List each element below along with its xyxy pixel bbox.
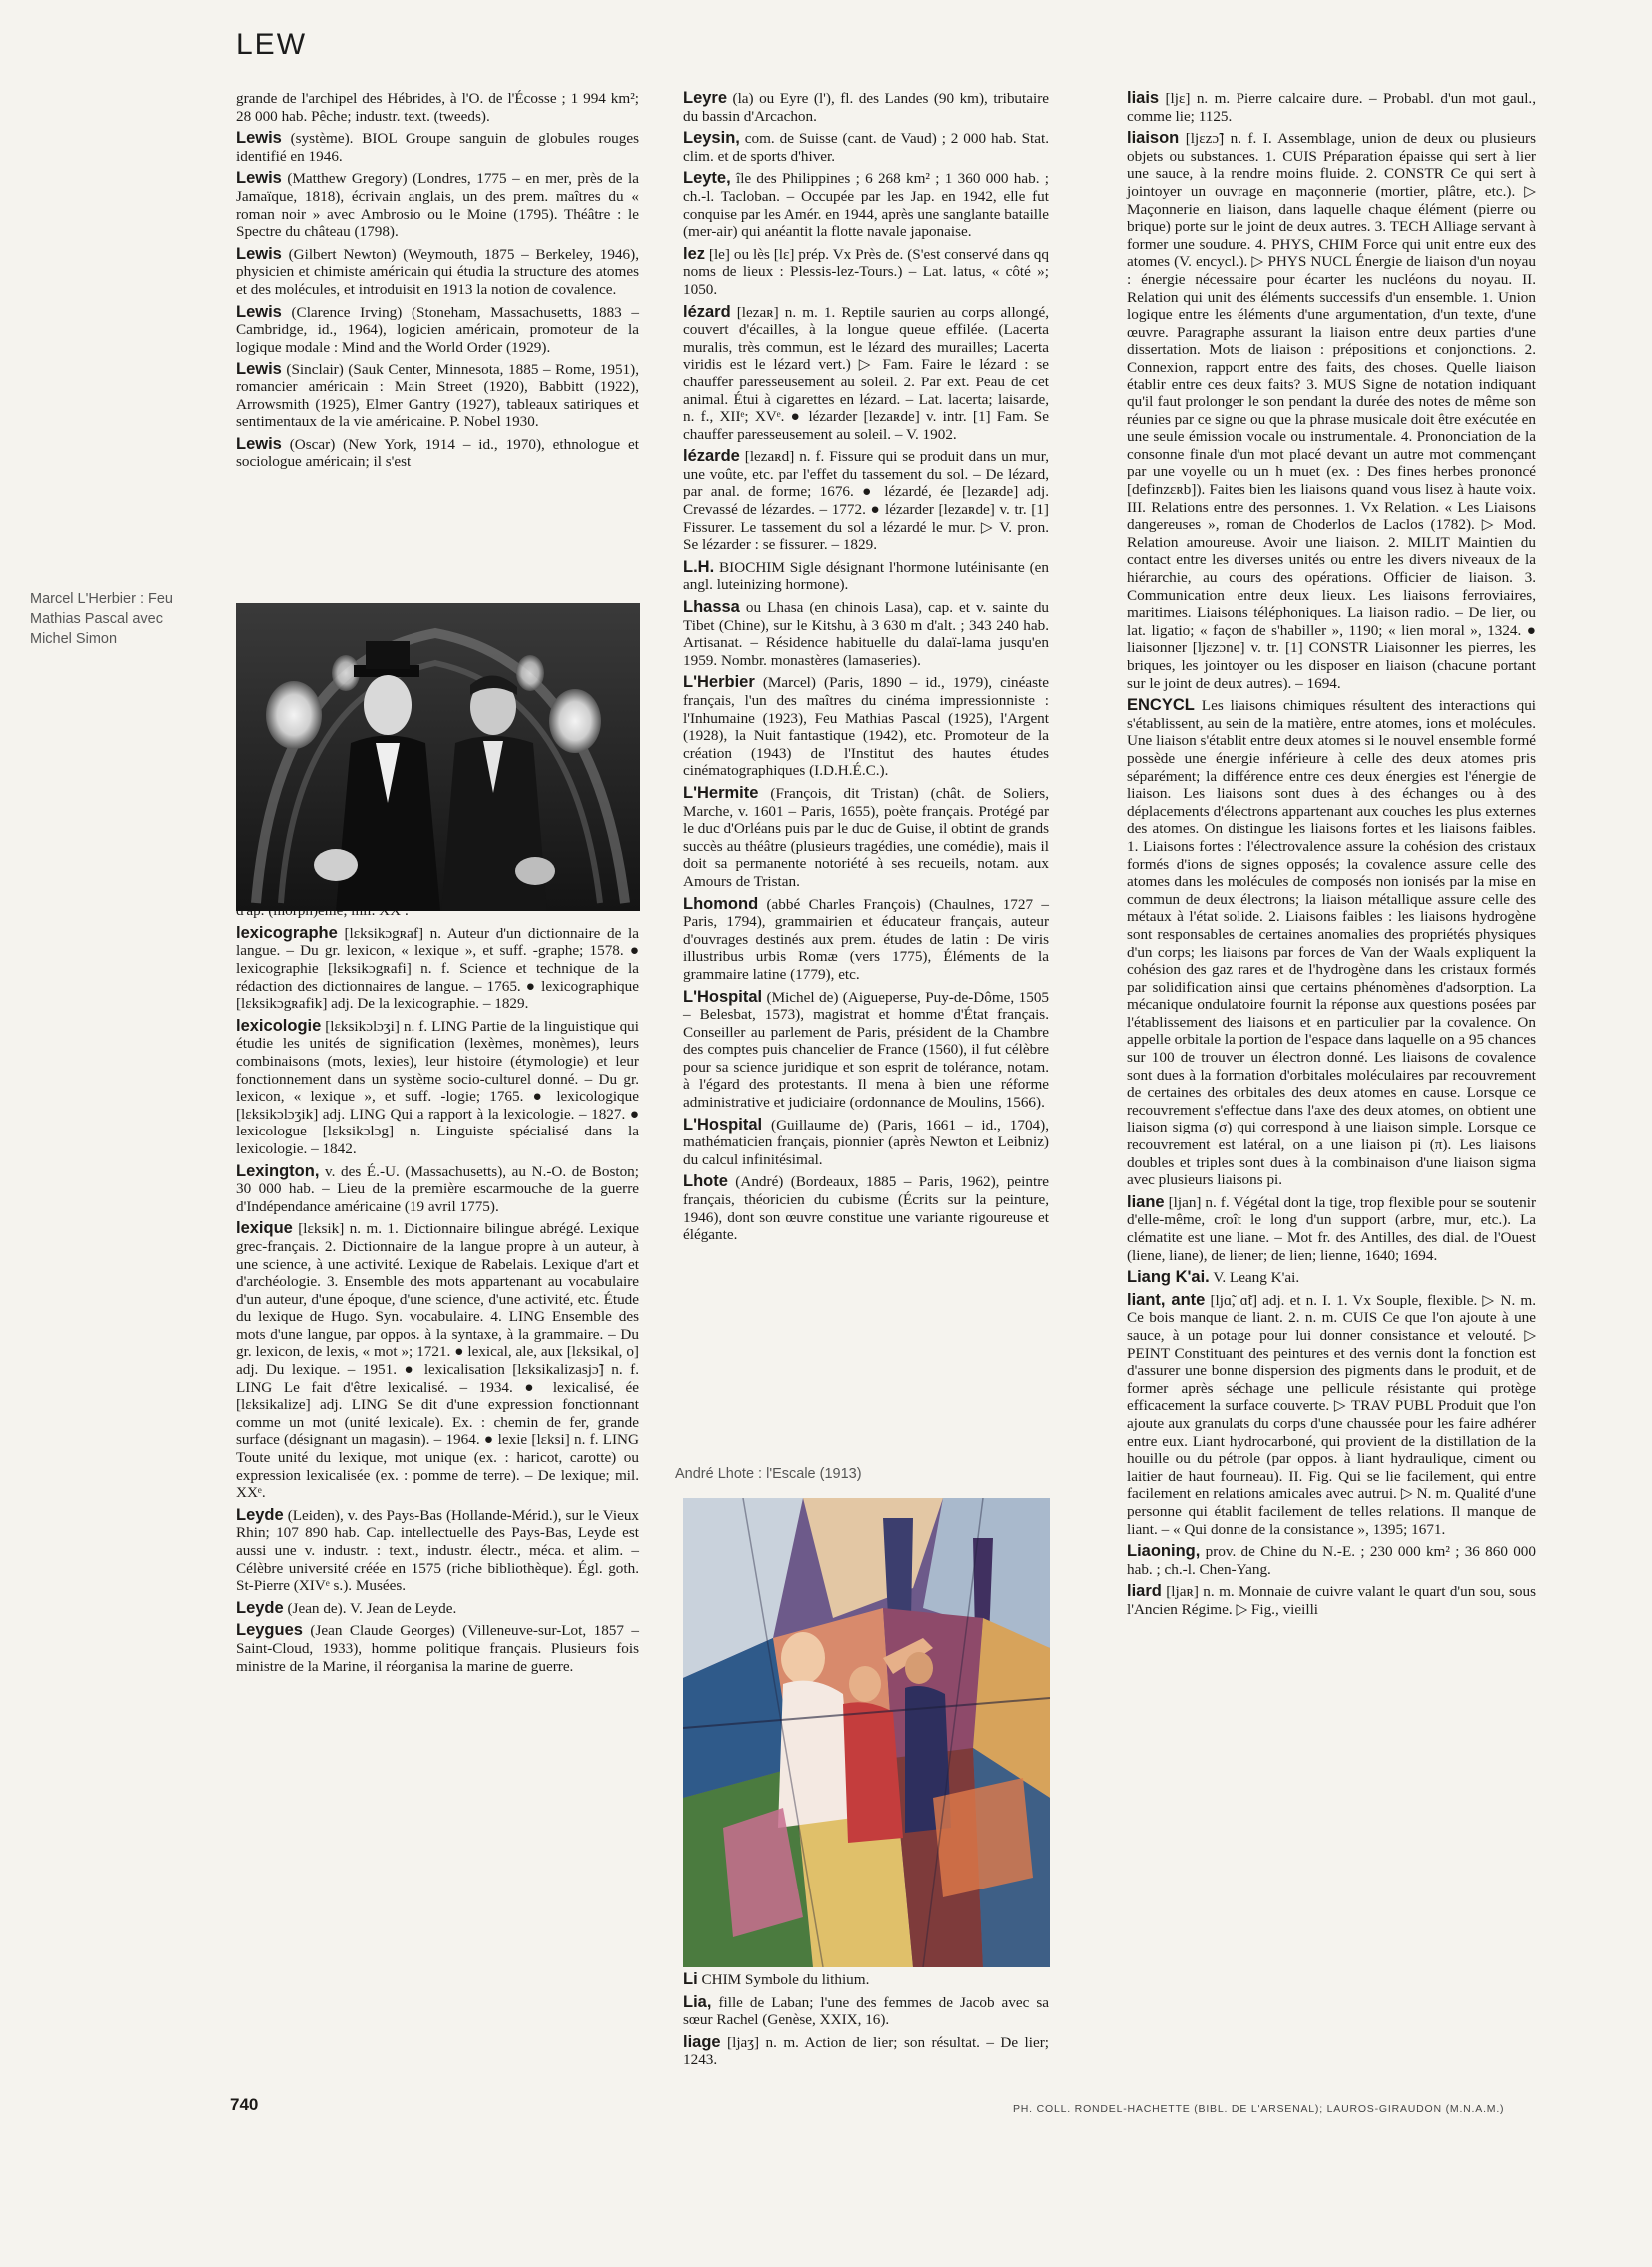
entry-definition: [ljaʒ] n. m. Action de lier; son résultat. – De lier; 1243. <box>683 2033 1050 2069</box>
entry-definition: V. Leang K'ai. <box>1213 1269 1300 1287</box>
dictionary-entry <box>236 90 639 125</box>
entry-headword: L'Hermite <box>683 783 759 802</box>
column-2-bottom <box>683 1971 1049 2074</box>
entry-definition: [lɛksikɔlɔʒi] n. f. LING Partie de la linguistique qui étudie les unités de signification (lexèmes, monèmes), leurs combinaisons (mots, lexies), leur histoire (étymologie) et leur fonctionnement dans un système socio-culturel donné. – Du gr. lexicon, « lexique », et suff. -logie; 1765. ● lexicologique [lɛksikɔlɔʒik] adj. LING Qui a rapport à la lexicologie. – 1827. ● lexicologue [lɛksikɔlɔg] n. Linguiste spécialisé dans la lexicologie. – 1842. <box>236 1017 639 1157</box>
escale-painting <box>683 1498 1050 1967</box>
entry-headword: liant, ante <box>1127 1290 1206 1309</box>
entry-definition: v. des É.-U. (Massachusetts), au N.-O. de Boston; 30 000 hab. – Lieu de la première escarmouche de la guerre d'Indépendance américaine (19 avril 1775). <box>236 1162 639 1215</box>
entry-definition: [ljaʀ] n. m. Monnaie de cuivre valant le quart d'un sou, sous l'Ancien Régime. ▷ Fig., vieilli <box>1127 1583 1536 1618</box>
column-3 <box>1127 90 1536 1623</box>
entry-headword: L.H. <box>683 557 715 576</box>
entry-definition: (Gilbert Newton) (Weymouth, 1875 – Berkeley, 1946), physicien et chimiste américain qui étudia la structure des atomes et des molécules, et introduisit en 1913 la notion de covalence. <box>236 245 640 298</box>
entry-definition: (la) ou Eyre (l'), fl. des Landes (90 km), tributaire du bassin d'Arcachon. <box>683 90 1049 125</box>
photo-credits: PH. COLL. RONDEL-HACHETTE (BIBL. DE L'ARSENAL); LAUROS-GIRAUDON (M.N.A.M.) <box>1013 2103 1505 2115</box>
entry-definition: ou Lhasa (en chinois Lasa), cap. et v. sainte du Tibet (Chine), sur le Kitshu, à 3 630 m d'alt. ; 343 240 hab. Artisanat. – Résidence habituelle du dalaï-lama jusqu'en 1959. Nombr. monastères (lamaseries). <box>683 599 1050 669</box>
entry-definition: [lezaʀ] n. m. 1. Reptile saurien au corps allongé, couvert d'écailles, à la longue queue effilée. (Lacerta muralis, très commun, est le lézard des murailles; Lacerta viridis est le lézard vert.) ▷ Fam. Faire le lézard : se chauffer paresseusement au soleil. 2. Par ext. Peau de cet animal. Étui à cigarettes en lézard. – Lat. lacerta; laisarde, n. f., XIIᵉ; XVᵉ. ● lézarder [lezaʀde] v. intr. [1] Fam. Se chauffer paresseusement au soleil. – V. 1902. <box>683 303 1050 443</box>
dictionary-entry <box>683 170 1049 240</box>
dictionary-entry <box>683 304 1049 444</box>
entry-headword: liaison <box>1127 129 1180 148</box>
dictionary-entry <box>1127 1292 1536 1538</box>
dictionary-entry <box>683 674 1049 780</box>
running-head: LEW <box>236 28 308 61</box>
entry-definition: (François, dit Tristan) (chât. de Soliers, Marche, v. 1601 – Paris, 1655), poète français. Protégé par le duc d'Orléans puis par le duc de Guise, il obtint de grands succès au théâtre (plusieurs tragédies, une comédie), mais il doit sa permanente notoriété à ses recueils, notam. aux Amours de Tristan. <box>683 784 1049 890</box>
photo-caption: Marcel L'Herbier : Feu Mathias Pascal avec Michel Simon <box>30 591 173 647</box>
col3-entries <box>1127 90 1536 1618</box>
column-2 <box>683 90 1049 1249</box>
dictionary-entry <box>1127 1543 1536 1578</box>
entry-headword: liage <box>683 2032 721 2051</box>
entry-definition: [lɛksikɔgʀaf] n. Auteur d'un dictionnaire de la langue. – Du gr. lexicon, « lexique », et suff. -graphe; 1578. ● lexicographie [lɛksikɔgʀafi] n. f. Science et technique de la rédaction des dictionnaires de langue. – 1765. ● lexicographique [lɛksikɔgʀafik] adj. De la lexicographie. – 1829. <box>236 924 639 1013</box>
entry-headword: Lhomond <box>683 894 759 913</box>
col2-entries-bottom <box>683 1971 1049 2069</box>
entry-headword: Leysin, <box>683 129 740 148</box>
entry-definition: (Sinclair) (Sauk Center, Minnesota, 1885 – Rome, 1951), romancier américain : Main Street (1920), Babbitt (1922), Arrowsmith (1925), Elmer Gantry (1927), tableaux satiriques et sentimentaux de la vie américaine. P. Nobel 1930. <box>236 361 639 431</box>
dictionary-entry <box>1127 90 1536 125</box>
entry-headword: L'Hospital <box>683 987 763 1006</box>
entry-definition: (Oscar) (New York, 1914 – id., 1970), ethnologue et sociologue américain; il s'est <box>236 435 640 471</box>
film-still-photo <box>236 603 640 911</box>
dictionary-entry <box>683 130 1049 165</box>
dictionary-entry <box>683 1117 1049 1169</box>
entry-definition: (Michel de) (Aigueperse, Puy-de-Dôme, 1505 – Belesbat, 1573), magistrat et homme d'État français. Conseiller au parlement de Paris, président de la Chambre des comptes puis chancelier de France (1560), il fut célèbre pour sa science juridique et son esprit de tolérance, notam. à l'égard des protestants. Il mena à bien une réforme administrative et judiciaire (ordonnance de Moulins, 1566). <box>683 988 1050 1112</box>
page-number: 740 <box>230 2095 259 2114</box>
entry-definition: [ljɛzɔ̃] n. f. I. Assemblage, union de deux ou plusieurs objets ou substances. 1. CUIS Préparation épaisse qui sert à lier une sauce, à la rendre moins fluide. 2. CONSTR Ce qui sert à jointoyer un ouvrage en maçonnerie (mortier, plâtre, etc.). ▷ Maçonnerie en liaison, dans laquelle chaque élément (pierre ou brique) porte sur le joint de deux autres. 3. TECH Alliage servant à former une soudure. 4. PHYS, CHIM Force qui unit entre eux des atomes (V. encycl.). ▷ PHYS NUCL Énergie de liaison d'un noyau : énergie nécessaire pour écarter les nucléons du noyau. II. Relation qui unit des éléments successifs d'un ensemble. 1. Union logique entre les éléments d'une argumentation, d'un texte, d'une œuvre. Paragraphe assurant la liaison entre deux parties d'une dissertation. Mots de liaison : prépositions et conjonctions. 2. Connexion, rapport entre des faits, des choses. Quelle liaison établir entre ces deux faits? 3. MUS Signe de notation indiquant qu'il faut prolonger le son pendant la durée des notes de même son réunies par ce signe ou que la phrase musicale doit être exécutée en une seule émission vocale ou instrumentale. 4. Prononciation de la consonne finale d'un mot placé devant un autre mot commençant par une voyelle ou un h muet (ex. : Des fines herbes prononcé [definzɛʀb]). Faites bien les liaisons quand vous lisez à haute voix. III. Relations entre des personnes. 1. Vx Relation. « Les Liaisons dangereuses », roman de Choderlos de Laclos (1782). ▷ Mod. Relation amoureuse. Avoir une liaison. 2. MILIT Maintien du contact entre les diverses unités ou entre les divers niveaux de la hiérarchie, au cours des opérations. Officier de liaison. 3. Communication entre deux lieux. Les liaisons ferroviaires, maritimes. Liaisons téléphoniques. La liaison radio. – De lier, ou lat. ligatio; « façon de s'habiller », 1190; « lien moral », 1324. ● liaisonner [ljɛzɔne] v. tr. [1] CONSTR Liaisonner les pierres, les briques, les jointoyer ou les disposer en liaison (chacune portant sur le joint de deux autres). – 1694. <box>1127 130 1537 692</box>
entry-definition: île des Philippines ; 6 268 km² ; 1 360 000 hab. ; ch.-l. Tacloban. – Occupée par les Jap. en 1942, elle fut conquise par les Amér. en 1944, après une sanglante bataille (mer-air) qui anéantit la flotte navale japonaise. <box>683 170 1049 241</box>
entry-definition: CHIM Symbole du lithium. <box>701 1971 870 1988</box>
col1-entries-top <box>236 90 639 471</box>
entry-headword: ENCYCL <box>1127 696 1195 715</box>
dictionary-entry <box>236 130 639 165</box>
entry-headword: Leyde <box>236 1505 284 1524</box>
dictionary-entry <box>683 599 1049 669</box>
entry-headword: Lewis <box>236 360 282 378</box>
entry-definition: com. de Suisse (cant. de Vaud) ; 2 000 hab. Stat. clim. et de sports d'hiver. <box>683 130 1050 165</box>
painting-caption: André Lhote : l'Escale (1913) <box>675 1466 862 1482</box>
entry-definition: [lɛksik] n. m. 1. Dictionnaire bilingue abrégé. Lexique grec-français. 2. Dictionnaire de la langue propre à un auteur, à une science, à une activité. Lexique de Rabelais. Lexique d'art et d'archéologie. 3. Ensemble des mots appartenant au vocabulaire d'un auteur, d'une époque, d'une science, d'une activité, etc. Étude du lexique de Hugo. Syn. vocabulaire. 4. LING Ensemble des mots d'une langue, par oppos. à la syntaxe, à la grammaire. – Du gr. lexicon, de lexis, « mot »; 1721. ● lexical, ale, aux [lɛksikal, o] adj. Du lexique. – 1951. ● lexicalisation [lɛksikalizasjɔ̃] n. f. LING Le fait d'être lexicalisé. – 1934. ● lexicalisé, ée [lɛksikalize] adj. LING Se dit d'une expression fonctionnant comme un mot (unité lexicale). Ex. : chemin de fer, grande surface (désignant un magasin). – 1964. ● lexie [lɛksi] n. f. LING Toute unité du lexique, mot unique (ex. : haricot, carotte) ou expression lexicalisée (ex. : pomme de terre). – De lexique; mil. XXᵉ. <box>236 1220 639 1502</box>
entry-definition: (Marcel) (Paris, 1890 – id., 1979), cinéaste français, l'un des maîtres du cinéma impressionniste : l'Inhumaine (1923), Feu Mathias Pascal (1925), l'Argent (1928), la Nuit fantastique (1942), etc. Promoteur de la création (1943) de l'Institut des hautes études cinématographiques (I.D.H.É.C.). <box>683 674 1049 780</box>
entry-definition: grande de l'archipel des Hébrides, à l'O. de l'Écosse ; 1 994 km²; 28 000 hab. Pêche; industr. text. (tweeds). <box>236 90 639 125</box>
dictionary-entry <box>236 304 639 357</box>
entry-headword: lez <box>683 244 706 263</box>
col2-entries-top <box>683 90 1049 1244</box>
dictionary-entry <box>236 1600 639 1618</box>
dictionary-entry <box>236 1018 639 1158</box>
entry-headword: L'Hospital <box>683 1115 763 1134</box>
entry-headword: lexicographe <box>236 923 338 942</box>
dictionary-entry <box>1127 697 1536 1189</box>
dictionary-entry <box>236 361 639 430</box>
entry-definition: (Jean Claude Georges) (Villeneuve-sur-Lot, 1857 – Saint-Cloud, 1933), homme politique français. Plusieurs fois ministre de la Marine, il réorganisa la marine de guerre. <box>236 1622 639 1675</box>
entry-definition: (Clarence Irving) (Stoneham, Massachusetts, 1883 – Cambridge, id., 1964), logicien américain, promoteur de la logique modale : Mind and the World Order (1929). <box>236 303 639 356</box>
dictionary-entry <box>236 1220 639 1502</box>
entry-definition: (Guillaume de) (Paris, 1661 – id., 1704), mathématicien français, pionnier (après Newton et Leibniz) du calcul infinitésimal. <box>683 1116 1049 1168</box>
entry-headword: Lewis <box>236 302 282 321</box>
entry-headword: Lewis <box>236 434 282 453</box>
dictionary-entry <box>683 90 1049 125</box>
escale-painting-image <box>683 1498 1050 1967</box>
dictionary-entry <box>236 170 639 240</box>
entry-headword: lexique <box>236 1219 293 1238</box>
dictionary-entry <box>683 2034 1049 2069</box>
dictionary-entry <box>683 1173 1049 1243</box>
dictionary-entry <box>683 989 1049 1112</box>
entry-definition: BIOCHIM Sigle désignant l'hormone lutéinisante (en angl. luteinizing hormone). <box>683 558 1049 594</box>
entry-definition: [ljan] n. f. Végétal dont la tige, trop flexible pour se soutenir d'elle-même, croît le long d'un support (arbre, mur, etc.). La clématite est une liane. – Mot fr. des Antilles, des dial. de l'Ouest (liene, liane), de liener; de lien; lienne, 1640; 1694. <box>1127 1193 1537 1264</box>
entry-headword: liard <box>1127 1582 1162 1601</box>
entry-definition: fille de Laban; l'une des femmes de Jacob avec sa sœur Rachel (Genèse, XXIX, 16). <box>683 1993 1050 2029</box>
entry-headword: Lexington, <box>236 1161 320 1180</box>
dictionary-entry <box>683 559 1049 594</box>
dictionary-entry <box>236 1622 639 1675</box>
film-still-image <box>236 603 640 911</box>
entry-definition: (système). BIOL Groupe sanguin de globules rouges identifié en 1946. <box>236 130 639 165</box>
dictionary-entry <box>1127 1583 1536 1618</box>
entry-headword: liais <box>1127 89 1160 107</box>
entry-headword: Lewis <box>236 129 282 148</box>
entry-headword: Leygues <box>236 1621 303 1640</box>
entry-headword: L'Herbier <box>683 673 755 692</box>
entry-headword: Leyde <box>236 1598 284 1617</box>
dictionary-entry <box>683 448 1049 554</box>
dictionary-entry <box>236 1507 639 1595</box>
entry-headword: Lhassa <box>683 598 740 617</box>
entry-definition: [le] ou lès [lɛ] prép. Vx Près de. (S'est conservé dans qq noms de lieux : Plessis-lez-Tours.) – Lat. latus, « côté »; 1050. <box>683 245 1049 298</box>
dictionary-entry <box>236 436 639 471</box>
dictionary-entry <box>683 1994 1049 2029</box>
entry-definition: prov. de Chine du N.-E. ; 230 000 km² ; 36 860 000 hab. ; ch.-l. Chen-Yang. <box>1127 1543 1536 1578</box>
dictionary-entry <box>1127 1194 1536 1264</box>
dictionary-entry <box>236 1163 639 1216</box>
entry-headword: Lewis <box>236 244 282 263</box>
dictionary-entry <box>683 246 1049 299</box>
entry-definition: Les liaisons chimiques résultent des interactions qui s'établissent, au sein de la matière, entre atomes, ions et molécules. Une liaison s'établit entre deux atomes si le nouvel ensemble formé possède une énergie inférieure à celle des deux atomes pris séparément; la différence entre ces deux énergies est l'énergie de liaison. Les liaisons sont dues à des échanges ou à des déplacements d'électrons appartenant aux couches les plus externes des atomes. On distingue les liaisons fortes et les liaisons faibles. 1. Liaisons fortes : l'électrovalence assure la cohésion des cristaux formés d'ions de signes opposés; la covalence assure celle des atomes dans les molécules de composés non ionisés par la mise en commun de deux électrons; la liaison métallique assure celle des métaux à l'état solide. 2. Liaisons faibles : les liaisons hydrogène sont responsables de certaines anomalies des propriétés physiques d'un corps; les liaisons par forces de Van der Waals expliquent la cohésion des gaz rares et de l'hydrogène dans les cristaux formés par solidification ainsi que certains phénomènes d'adsorption. La mécanique ondulatoire fournit la réponse aux questions posées par l'établissement des liaisons et en particulier par la covalence. On appelle orbitale la portion de l'espace dans laquelle on a 95 chances sur 100 de trouver un électron donné. Les liaisons de covalence sont dues à la formation d'orbitales moléculaires par recouvrement de certaines des orbitales des deux atomes en cause. Lorsque ce recouvrement s'effectue dans l'axe des deux atomes, on obtient une liaison sigma (σ) qui correspond à une liaison simple. Lorsque ce recouvrement est latéral, on a une liaison pi (π). Les liaisons doubles et triples sont dues à la combinaison d'une liaison sigma avec plusieurs liaisons pi. <box>1127 697 1537 1189</box>
entry-definition: [ljɛ] n. m. Pierre calcaire dure. – Probabl. d'un mot gaul., comme lie; 1125. <box>1127 90 1537 125</box>
entry-definition: [lezaʀd] n. f. Fissure qui se produit dans un mur, une voûte, etc. par l'effet du tassement du sol. – De lézard, par anal. de forme; 1676. ● lézardé, ée [lezaʀde] adj. Crevassé de lézardes. – 1772. ● lézarder [lezaʀde] v. tr. [1] Fissurer. Le tassement du sol a lézardé le mur. ▷ V. pron. Se lézarder : se fissurer. – 1829. <box>683 448 1050 554</box>
entry-headword: Li <box>683 1970 698 1988</box>
entry-headword: lézard <box>683 302 731 321</box>
entry-headword: Lewis <box>236 169 282 188</box>
dictionary-entry <box>236 246 639 299</box>
dictionary-entry <box>683 1971 1049 1989</box>
dictionary-entry <box>1127 130 1536 692</box>
dictionary-entry <box>683 785 1049 891</box>
entry-headword: lexicologie <box>236 1016 322 1035</box>
entry-headword: Lhote <box>683 1172 728 1191</box>
entry-definition: (abbé Charles François) (Chaulnes, 1727 – Paris, 1794), grammairien et éducateur français, auteur d'ouvrages destinés aux prem. études de latin : De viris illustribus urbis Romæ (vers 1775), Éléments de la grammaire latine (1779), etc. <box>683 895 1050 983</box>
entry-headword: lézarde <box>683 447 740 466</box>
dictionary-entry <box>683 896 1049 984</box>
entry-headword: liane <box>1127 1192 1165 1211</box>
entry-definition: [ljɑ̃, ɑ̃t] adj. et n. I. 1. Vx Souple, flexible. ▷ N. m. Ce bois manque de liant. 2. n. m. CUIS Ce que l'on ajoute à une sauce, à un potage pour lui donner consistance et velouté. ▷ PEINT Constituant des peintures et des vernis dont la fonction est d'assurer une bonne dispersion des pigments dans le produit, et de former après séchage une pellicule résistante qui protège efficacement la surface couverte. ▷ TRAV PUBL Produit que l'on ajoute aux granulats du corps d'une chaussée pour les faire adhérer entre eux. Liant hydrocarboné, qui provient de la distillation de la houille ou du pétrole (par oppos. à liant hydraulique, ciment ou laitier de haut fourneau). II. Fig. Qui se lie facilement, qui entre facilement en relations amicales avec autrui. ▷ N. m. Qualité d'une personne qui établit facilement de telles relations. Il manque de liant. – « Qui donne de la consistance », 1395; 1671. <box>1127 1291 1537 1538</box>
entry-definition: (Matthew Gregory) (Londres, 1775 – en mer, près de la Jamaïque, 1818), écrivain anglais, un des prem. maîtres du « roman noir » avec Ambrosio ou le Moine (1795). Théâtre : le Spectre du château (1798). <box>236 170 640 241</box>
entry-headword: Lia, <box>683 1992 712 2011</box>
entry-headword: Liaoning, <box>1127 1542 1201 1561</box>
entry-definition: (André) (Bordeaux, 1885 – Paris, 1962), peintre français, théoricien du cubisme (Écrits sur la peinture, 1946), dont son œuvre constitue une variante rigoureuse et élégante. <box>683 1173 1049 1244</box>
entry-definition: (Jean de). V. Jean de Leyde. <box>287 1599 457 1617</box>
entry-headword: Leyte, <box>683 169 731 188</box>
entry-headword: Leyre <box>683 89 728 107</box>
dictionary-entry <box>236 925 639 1013</box>
entry-headword: Liang K'ai. <box>1127 1268 1210 1287</box>
entry-definition: (Leiden), v. des Pays-Bas (Hollande-Mérid.), sur le Vieux Rhin; 107 890 hab. Cap. intellectuelle des Pays-Bas, Leyde est aussi une v. industr. : text., industr. électr., méca. et alim. – Célèbre université créée en 1575 (riche bibliothèque). Égl. goth. St-Pierre (XIVᵉ s.). Musées. <box>236 1506 640 1595</box>
dictionary-entry <box>1127 1269 1536 1287</box>
